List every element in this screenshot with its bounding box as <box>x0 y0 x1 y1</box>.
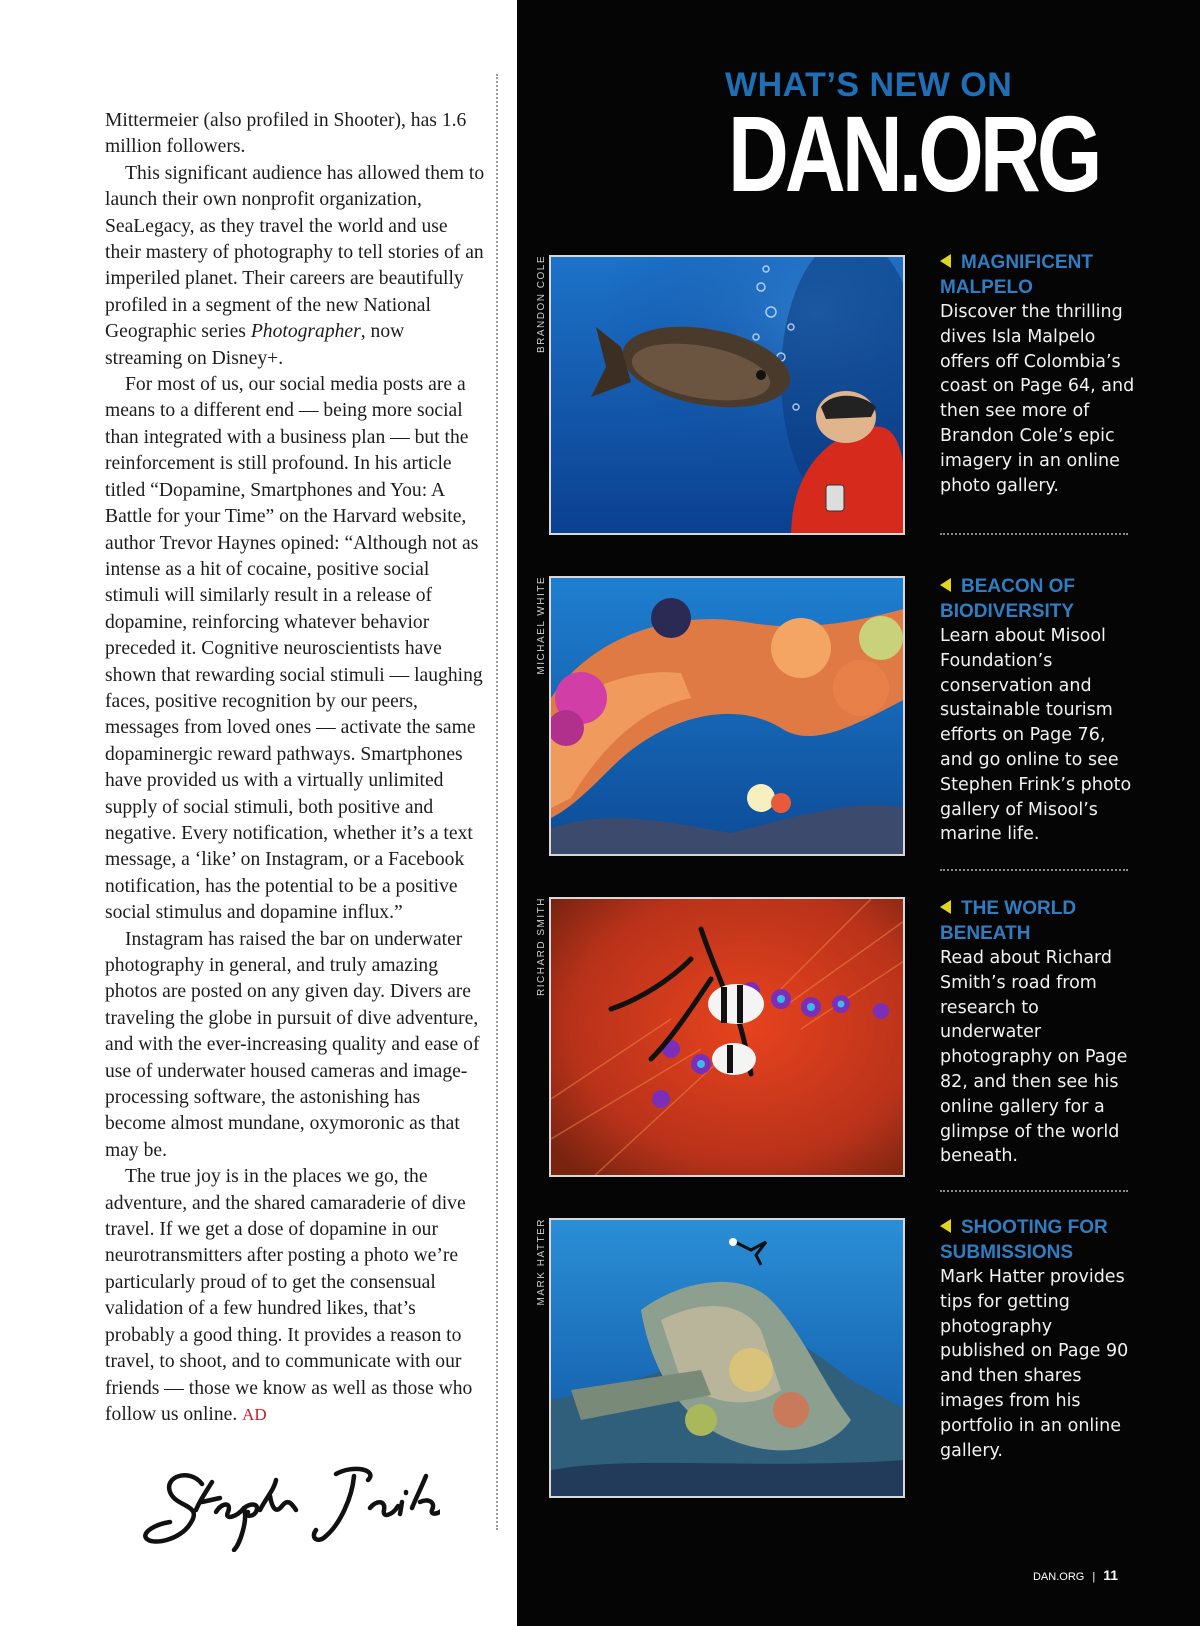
feature-title[interactable] <box>940 1215 1140 1265</box>
page-number: 11 <box>1103 1567 1118 1583</box>
photo-illustration <box>551 578 905 856</box>
photo-credit: RICHARD SMITH <box>536 897 547 996</box>
signature <box>140 1462 440 1552</box>
article-paragraph <box>105 161 485 372</box>
article-paragraph <box>105 1164 485 1428</box>
end-mark: AD <box>242 1404 267 1424</box>
feature-description: Read about Richard Smith’s road from research to underwater photography on Page 82, and then see his online gallery for a glimpse of the world beneath. <box>940 948 1128 1167</box>
paragraph-text: , now streaming on Disney+. <box>105 321 405 369</box>
article-body <box>105 108 485 1428</box>
feature-title[interactable] <box>940 574 1140 624</box>
feature-title-text: MAGNIFICENT MALPELO <box>940 252 1093 298</box>
feature-description: Discover the thrilling dives Isla Malpelo offers off Colombia’s coast on Page 64, and then see more of Brandon Cole’s epic imagery in an online photo gallery. <box>940 302 1135 496</box>
item-separator <box>940 1190 1128 1192</box>
article-paragraph: Mittermeier (also profiled in Shooter), has 1.6 million followers. <box>105 110 467 158</box>
feature-title[interactable] <box>940 250 1140 300</box>
arrow-left-icon <box>940 900 951 914</box>
column-divider <box>496 74 498 1530</box>
feature-item <box>940 250 1140 498</box>
photo-credit: BRANDON COLE <box>536 255 547 354</box>
article-page <box>0 0 517 1626</box>
photo-illustration <box>551 1220 905 1498</box>
paragraph-text: The true joy is in the places we go, the adventure, and the shared camaraderie of dive travel. If we get a dose of dopamine in our neurotransmitters after posting a photo we’re particularly proud of to get the consensual validation of a few hundred likes, that’s probably a good thing. It provides a reason to travel, to shoot, and to communicate with our friends — those we know as well as those who follow us online. <box>105 1166 473 1425</box>
feature-title-text: SHOOTING FOR SUBMISSIONS <box>940 1217 1108 1263</box>
feature-item <box>940 896 1140 1169</box>
paragraph-text: This significant audience has allowed them to launch their own nonprofit organization, SeaLegacy, as they travel the world and use their mastery of photography to tell stories of an imperiled planet. Their careers are beautifully profiled in a segment of the new National Geographic series <box>105 162 485 343</box>
page-footer <box>1033 1567 1118 1583</box>
feature-title-text: THE WORLD BENEATH <box>940 898 1077 944</box>
arrow-left-icon <box>940 578 951 592</box>
feature-item <box>940 1215 1140 1463</box>
coral-reef-arch-photo <box>549 576 905 856</box>
article-paragraph: For most of us, our social media posts are a means to a different end — being more social than integrated with a business plan — but the reinforcement is still profound. In his article titled “Dopamine, Smartphones and You: A Battle for your Time” on the Harvard website, author Trevor Haynes opined: “Although not as intense as a hit of cocaine, positive social stimuli will similarly result in a release of dopamine, reinforcing whatever behavior preceded it. Cognitive neuroscientists have shown that rewarding social stimuli — laughing faces, positive recognition by our peers, messages from loved ones — activate the same dopaminergic reward pathways. Smartphones have provided us with a virtually unlimited supply of social stimuli, both positive and negative. Every notification, whether it’s a text message, a ‘like’ on Instagram, or a Facebook notification, has the potential to be a positive social stimulus and dopamine influx.” <box>105 374 483 924</box>
photo-credit: MICHAEL WHITE <box>536 576 547 675</box>
photo-illustration <box>551 899 905 1177</box>
footer-separator: | <box>1092 1571 1096 1583</box>
sidebar-title: DAN.ORG <box>728 93 1099 214</box>
photo-illustration <box>551 257 905 535</box>
feature-title[interactable] <box>940 896 1140 946</box>
feature-description: Mark Hatter provides tips for getting photography published on Page 90 and then shares images from his portfolio in an online gallery. <box>940 1267 1129 1461</box>
feature-description: Learn about Misool Foundation’s conservation and sustainable tourism efforts on Page 76, and go online to see Stephen Frink’s photo gallery of Misool’s marine life. <box>940 626 1132 845</box>
arrow-left-icon <box>940 254 951 268</box>
article-paragraph: Instagram has raised the bar on underwater photography in general, and truly amazing photos are posted on any given day. Divers are traveling the globe in pursuit of dive adventure, and with the ever-increasing quality and ease of use of underwater housed cameras and image-processing software, the astonishing has become almost mundane, oxymoronic as that may be. <box>105 928 480 1161</box>
footer-site: DAN.ORG <box>1032 1571 1085 1583</box>
airplane-wreck-photo <box>549 1218 905 1498</box>
feature-item <box>940 574 1140 847</box>
arrow-left-icon <box>940 1219 951 1233</box>
feature-title-text: BEACON OF BIODIVERSITY <box>940 576 1075 622</box>
grouper-and-diver-photo <box>549 255 905 535</box>
item-separator <box>940 869 1128 871</box>
cardinalfish-sea-urchin-photo <box>549 897 905 1177</box>
photo-credit: MARK HATTER <box>536 1218 547 1306</box>
sidebar-kicker: WHAT’S NEW ON <box>725 66 1013 104</box>
series-title: Photographer <box>250 321 361 343</box>
item-separator <box>940 533 1128 535</box>
